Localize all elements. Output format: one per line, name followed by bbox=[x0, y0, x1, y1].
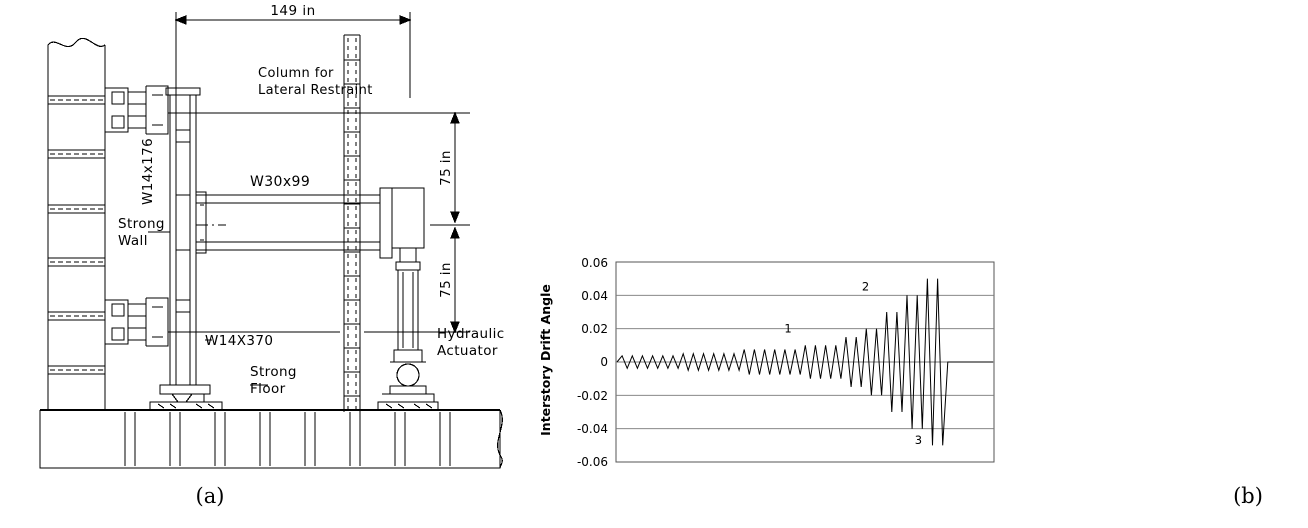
label-strong-floor-line1: Strong bbox=[250, 364, 297, 380]
annotation-1: 1 bbox=[784, 321, 792, 336]
test-setup-drawing bbox=[0, 0, 528, 480]
y-tick-labels bbox=[577, 256, 608, 469]
y-axis-title: Interstory Drift Angle bbox=[538, 284, 553, 436]
annotation-2: 2 bbox=[861, 279, 870, 294]
label-hydraulic-actuator-line2: Actuator bbox=[437, 343, 498, 359]
dimension-149in: 149 in bbox=[270, 3, 316, 19]
y-tick-label: 0.02 bbox=[581, 322, 608, 336]
y-tick-label: -0.02 bbox=[576, 389, 608, 403]
panel-a-caption: (a) bbox=[195, 484, 225, 508]
y-tick-label: -0.04 bbox=[576, 422, 608, 436]
label-hydraulic-actuator-line1: Hydraulic bbox=[437, 326, 505, 342]
y-tick-label: -0.06 bbox=[576, 455, 608, 469]
drift-angle-chart bbox=[528, 0, 1046, 480]
dimension-upper-75in: 75 in bbox=[438, 150, 454, 186]
panel-b-loading-protocol bbox=[528, 0, 1263, 528]
panel-a-test-setup bbox=[0, 0, 528, 528]
label-column-w14x176: W14x176 bbox=[140, 137, 156, 205]
y-tick-label: 0.06 bbox=[581, 256, 608, 270]
label-strong-wall-line2: Wall bbox=[118, 233, 148, 249]
panel-b-caption: (b) bbox=[1233, 484, 1263, 508]
label-strong-floor-line2: Floor bbox=[250, 381, 286, 397]
label-strong-wall-line1: Strong bbox=[118, 216, 165, 232]
grid-lines bbox=[616, 295, 994, 428]
label-beam-w30x99: W30x99 bbox=[250, 174, 311, 190]
label-column-restraint-line1: Column for bbox=[258, 66, 334, 81]
y-tick-label: 0 bbox=[600, 355, 608, 369]
label-column-restraint-line2: Lateral Restraint bbox=[258, 83, 373, 98]
dimension-lower-75in: 75 in bbox=[438, 262, 454, 298]
y-tick-label: 0.04 bbox=[581, 289, 608, 303]
label-base-beam-w14x370: W14X370 bbox=[205, 333, 274, 349]
annotation-3: 3 bbox=[914, 433, 923, 447]
